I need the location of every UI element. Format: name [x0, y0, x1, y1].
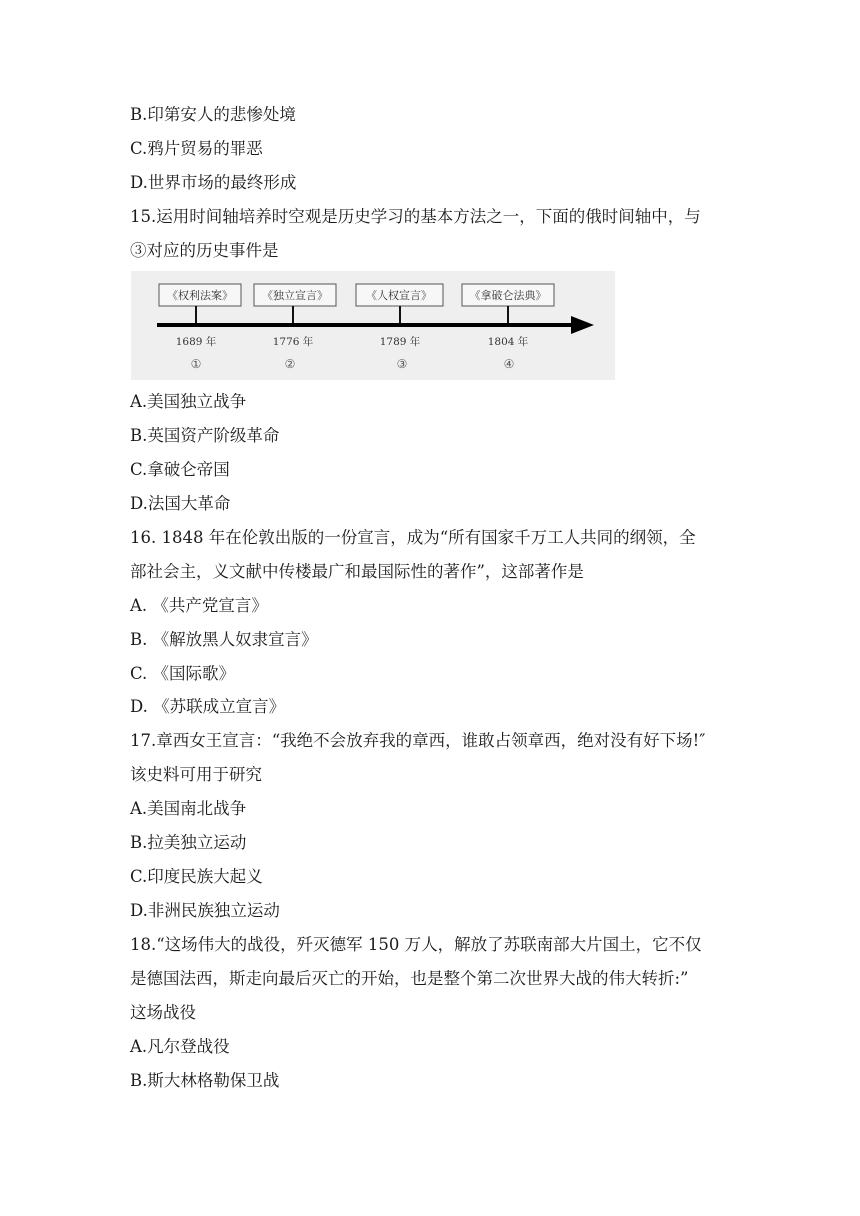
q18-option-b: B.斯大林格勒保卫战 [130, 1071, 280, 1090]
timeline-figure [131, 271, 615, 380]
q18-stem-line-1: 18.“这场伟大的战役，歼灭德军 150 万人，解放了苏联南部大片国土，它不仅 [130, 935, 702, 954]
marker-4: ④ [503, 357, 515, 371]
q15-option-a: A.美国独立战争 [130, 392, 247, 411]
q18-stem-line-2: 是德国法西，斯走向最后灭亡的开始，也是整个第二次世界大战的伟大转折:” [130, 969, 689, 988]
marker-3: ③ [396, 357, 408, 371]
timeline-arrowhead [571, 316, 594, 334]
marker-2: ② [284, 357, 296, 371]
year-label-4: 1804 年 [487, 336, 529, 348]
q15-stem-line-2: ③对应的历史事件是 [130, 241, 279, 260]
q18-option-a: A.凡尔登战役 [130, 1037, 230, 1056]
q15-option-b: B.英国资产阶级革命 [130, 426, 280, 445]
year-label-3: 1789 年 [379, 336, 421, 348]
q14-option-b: B.印第安人的悲惨处境 [130, 105, 296, 124]
q14-option-c: C.鸦片贸易的罪恶 [130, 139, 263, 158]
q16-option-c: C. 《国际歌》 [130, 664, 236, 683]
year-label-1: 1689 年 [175, 336, 217, 348]
doc-label-2: 《独立宣言》 [262, 289, 328, 302]
q16-option-a: A. 《共产党宣言》 [130, 596, 268, 615]
q15-option-c: C.拿破仑帝国 [130, 460, 230, 479]
q14-option-d: D.世界市场的最终形成 [130, 173, 297, 192]
year-label-2: 1776 年 [272, 336, 314, 348]
doc-label-1: 《权利法案》 [167, 289, 233, 302]
q17-stem-line-1: 17.章西女王宣言：“我绝不会放弃我的章西，谁敢占领章西，绝对没有好下场!″ [130, 731, 706, 750]
q16-option-d: D. 《苏联成立宣言》 [130, 697, 286, 716]
q17-option-a: A.美国南北战争 [130, 799, 247, 818]
q17-stem-line-2: 该史料可用于研究 [130, 765, 262, 784]
marker-1: ① [190, 357, 202, 371]
doc-label-3: 《人权宣言》 [366, 289, 432, 302]
q16-stem-line-2: 部社会主，义文献中传楼最广和最国际性的著作”，这部著作是 [130, 562, 584, 581]
timeline-diagram [131, 271, 615, 380]
q17-option-d: D.非洲民族独立运动 [130, 901, 280, 920]
q17-option-c: C.印度民族大起义 [130, 867, 263, 886]
q18-stem-line-3: 这场战役 [130, 1003, 196, 1022]
q15-option-d: D.法国大革命 [130, 494, 231, 513]
q15-stem-line-1: 15.运用时间轴培养时空观是历史学习的基本方法之一，下面的俄时间轴中，与 [130, 207, 701, 226]
q16-option-b: B. 《解放黑人奴隶宣言》 [130, 630, 318, 649]
doc-label-4: 《拿破仑法典》 [469, 289, 547, 302]
q17-option-b: B.拉美独立运动 [130, 833, 247, 852]
q16-stem-line-1: 16. 1848 年在伦敦出版的一份宣言，成为“所有国家千万工人共同的纲领，全 [130, 528, 696, 547]
